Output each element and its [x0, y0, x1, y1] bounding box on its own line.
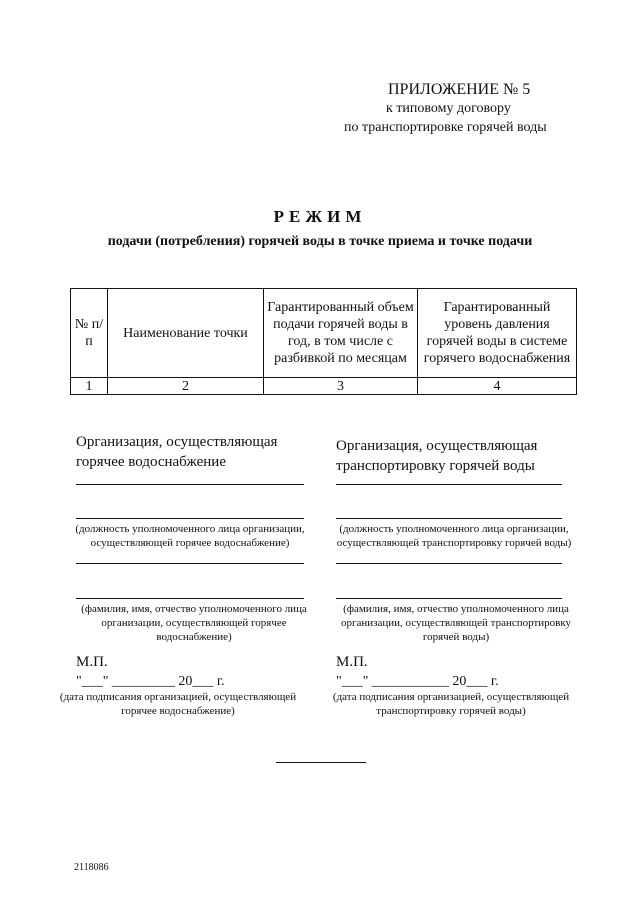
left-name-line-1	[76, 563, 304, 564]
header-number: № п/п	[71, 289, 108, 378]
header-volume: Гарантированный объем подачи горячей воды в год, в том числе с разбивкой по месяцам	[264, 289, 418, 378]
header-point-name: Наименование точки	[108, 289, 264, 378]
right-stamp-label: М.П.	[336, 654, 368, 670]
right-date-caption: (дата подписания организацией, осуществляющей транспортировку горячей воды)	[332, 691, 570, 717]
left-date-caption: (дата подписания организацией, осуществляющей горячее водоснабжение)	[59, 691, 297, 717]
left-signature-line	[76, 484, 304, 485]
column-number: 2	[108, 378, 264, 395]
appendix-line-2: к типовому договору	[386, 101, 511, 116]
right-position-caption: (должность уполномоченного лица организации, осуществляющей транспортировку горячей воды)	[336, 523, 572, 549]
table-number-row	[71, 378, 577, 395]
page-title: РЕЖИМ	[273, 207, 367, 226]
left-stamp-label: М.П.	[76, 654, 108, 670]
column-number: 1	[71, 378, 108, 395]
page-subtitle: подачи (потребления) горячей воды в точке приема и точке подачи	[107, 234, 533, 249]
appendix-title: ПРИЛОЖЕНИЕ № 5	[388, 81, 531, 98]
right-signature-line	[336, 484, 562, 485]
right-name-line-2	[336, 598, 562, 599]
document-code: 2118086	[74, 862, 109, 873]
left-org-title: Организация, осуществляющая горячее водоснабжение	[76, 434, 278, 470]
right-name-line-1	[336, 563, 562, 564]
left-position-line	[76, 518, 304, 519]
closing-divider	[276, 762, 366, 763]
right-org-title: Организация, осуществляющая транспортировку горячей воды	[336, 438, 538, 474]
header-pressure: Гарантированный уровень давления горячей воды в системе горячего водоснабжения	[418, 289, 577, 378]
right-date-line: "___" ___________ 20___ г.	[336, 674, 499, 689]
appendix-header	[340, 80, 580, 137]
column-number: 3	[264, 378, 418, 395]
regime-table	[70, 288, 577, 395]
left-position-caption: (должность уполномоченного лица организации, осуществляющей горячее водоснабжение)	[75, 523, 305, 549]
right-position-line	[336, 518, 562, 519]
left-date-line: "___" _________ 20___ г.	[76, 674, 225, 689]
appendix-line-3: по транспортировке горячей воды	[344, 120, 547, 135]
left-name-caption: (фамилия, имя, отчество уполномоченного лица организации, осуществляющей горячее водоснабжение)	[81, 603, 307, 643]
table-header-row	[71, 289, 577, 378]
right-name-caption: (фамилия, имя, отчество уполномоченного лица организации, осуществляющей транспортировку горячей воды)	[340, 603, 572, 643]
column-number: 4	[418, 378, 577, 395]
left-name-line-2	[76, 598, 304, 599]
